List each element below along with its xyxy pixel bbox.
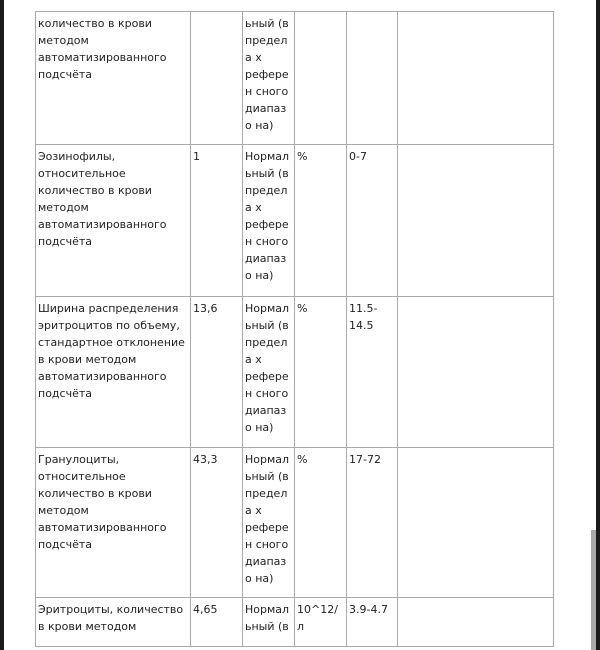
test-name-cell: Ширина распределения эритроцитов по объему, стандартное отклонение в крови методом автоматизированного подсчёта [36, 297, 191, 448]
comment-cell [398, 12, 554, 145]
test-name-cell: количество в крови методом автоматизированного подсчёта [36, 12, 191, 145]
window-right-edge [596, 0, 600, 650]
table-row [36, 448, 554, 598]
table-row [36, 12, 554, 145]
comment-cell [398, 448, 554, 598]
reference-cell: 3.9-4.7 [347, 598, 398, 647]
reference-cell: 0-7 [347, 145, 398, 297]
comment-cell [398, 297, 554, 448]
comment-cell [398, 598, 554, 647]
window-left-edge [0, 0, 4, 650]
unit-cell [295, 12, 347, 145]
value-cell: 43,3 [191, 448, 243, 598]
lab-results-table [35, 11, 554, 647]
table-row [36, 297, 554, 448]
value-cell [191, 12, 243, 145]
reference-cell: 17-72 [347, 448, 398, 598]
test-name-cell: Эритроциты, количество в крови методом [36, 598, 191, 647]
test-name-cell: Гранулоциты, относительное количество в крови методом автоматизированного подсчёта [36, 448, 191, 598]
status-cell: Нормал ьный (в [243, 598, 295, 647]
reference-cell: 11.5- 14.5 [347, 297, 398, 448]
unit-cell: % [295, 297, 347, 448]
value-cell: 1 [191, 145, 243, 297]
value-cell: 4,65 [191, 598, 243, 647]
status-cell: Нормал ьный (в предела х референ сного диапазо на) [243, 448, 295, 598]
comment-cell [398, 145, 554, 297]
unit-cell: 10^12/л [295, 598, 347, 647]
unit-cell: % [295, 448, 347, 598]
table-row [36, 598, 554, 647]
value-cell: 13,6 [191, 297, 243, 448]
reference-cell [347, 12, 398, 145]
table-row [36, 145, 554, 297]
status-cell: ьный (в предела х референ сного диапазо на) [243, 12, 295, 145]
status-cell: Нормал ьный (в предела х референ сного диапазо на) [243, 297, 295, 448]
unit-cell: % [295, 145, 347, 297]
status-cell: Нормал ьный (в предела х референ сного диапазо на) [243, 145, 295, 297]
test-name-cell: Эозинофилы, относительное количество в крови методом автоматизированного подсчёта [36, 145, 191, 297]
